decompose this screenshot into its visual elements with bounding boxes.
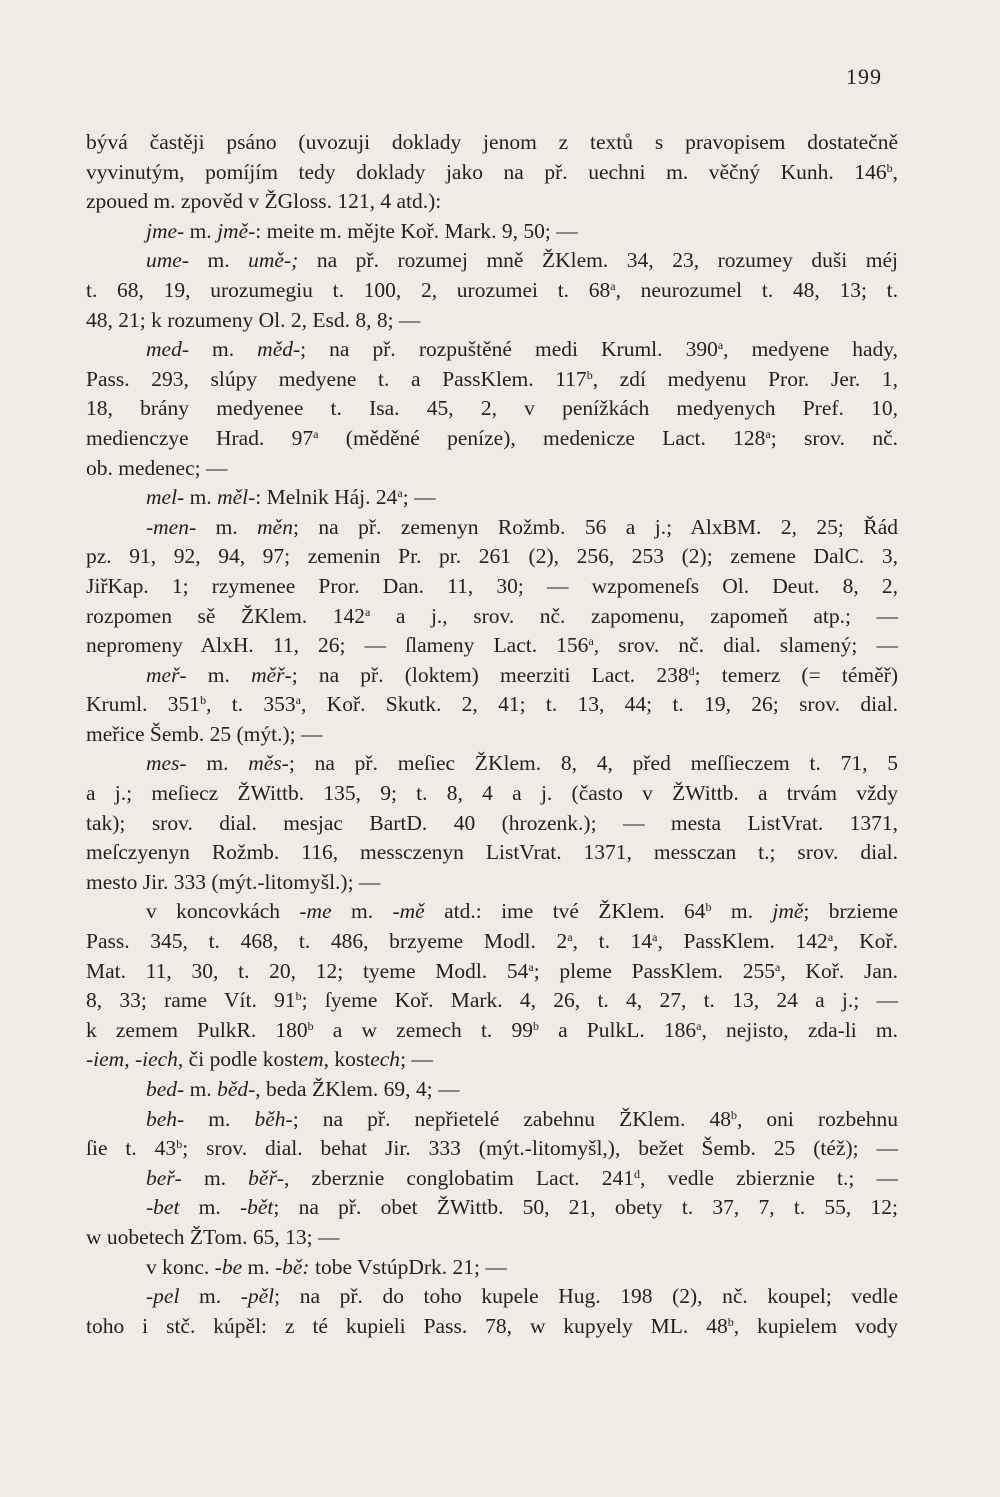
text-line: beh- m. běh-; na př. nepřietelé zabehnu ŽKlem. 48$^b$, oni rozbehnu xyxy=(146,1106,898,1131)
text-line: rozpomen sě ŽKlem. 142$^a$ a j., srov. nč. zapomenu, zapomeň atp.; — xyxy=(86,603,898,628)
text-line: 18, brány medyenee t. Isa. 45, 2, v penížkách medyenych Pref. 10, xyxy=(86,396,898,421)
text-line: -bet m. -bět; na př. obet ŽWittb. 50, 21, obety t. 37, 7, t. 55, 12; xyxy=(146,1195,898,1220)
text-line: vyvinutým, pomíjím tedy doklady jako na př. uechni m. věčný Kunh. 146$^b$, xyxy=(86,159,898,184)
text-line: Mat. 11, 30, t. 20, 12; tyeme Modl. 54$^a$; pleme PassKlem. 255$^a$, Koř. Jan. xyxy=(86,958,898,983)
text-line: ume- m. umě-; na př. rozumej mně ŽKlem. 34, 23, rozumey duši méj xyxy=(146,248,898,273)
text-line: medienczye Hrad. 97$^a$ (měděné peníze), medenicze Lact. 128$^a$; srov. nč. xyxy=(86,425,899,450)
text-line: v koncovkách -me m. -mě atd.: ime tvé ŽKlem. 64$^b$ m. jmě; brzieme xyxy=(146,899,898,924)
text-line: mes- m. měs-; na př. meſiec ŽKlem. 8, 4, před meſſieczem t. 71, 5 xyxy=(146,751,898,776)
text-line: tak); srov. dial. mesjac BartD. 40 (hrozenk.); — mesta ListVrat. 1371, xyxy=(86,810,898,835)
text-line: meſczyenyn Rožmb. 116, messczenyn ListVrat. 1371, messczan t.; srov. dial. xyxy=(86,840,898,865)
text-line: Kruml. 351$^b$, t. 353$^a$, Koř. Skutk. 2, 41; t. 13, 44; t. 19, 26; srov. dial. xyxy=(86,692,898,717)
text-line: a j.; meſiecz ŽWittb. 135, 9; t. 8, 4 a j. (často v ŽWittb. a trvám vždy xyxy=(86,781,898,806)
text-line: beř- m. běř-, zberznie conglobatim Lact. 241$^d$, vedle zbierznie t.; — xyxy=(146,1165,898,1190)
text-line: Pass. 293, slúpy medyene t. a PassKlem. 117$^b$, zdí medyenu Pror. Jer. 1, xyxy=(86,366,898,391)
page-number: 199 xyxy=(846,64,882,89)
text-line: k zemem PulkR. 180$^b$ a w zemech t. 99$^b$ a PulkL. 186$^a$, nejisto, zda-li m. xyxy=(86,1017,899,1042)
text-line: pz. 91, 92, 94, 97; zemenin Pr. pr. 261 (2), 256, 253 (2); zemene DalC. 3, xyxy=(86,544,898,569)
text-line: nepromeny AlxH. 11, 26; — ſlameny Lact. 156$^a$, srov. nč. dial. slamený; — xyxy=(86,633,898,658)
text-line: t. 68, 19, urozumegiu t. 100, 2, urozumei t. 68$^a$, neurozumel t. 48, 13; t. xyxy=(86,277,898,302)
text-line: ob. medenec; — xyxy=(86,455,228,480)
text-line: w uobetech ŽTom. 65, 13; — xyxy=(86,1224,340,1249)
text-line: ſie t. 43$^b$; srov. dial. behat Jir. 333 (mýt.-litomyšl,), bežet Šemb. 25 (též); — xyxy=(86,1136,898,1161)
text-line: zpoued m. zpověd v ŽGloss. 121, 4 atd.): xyxy=(86,189,442,214)
text-line: jme- m. jmě-: meite m. mějte Koř. Mark. 9, 50; — xyxy=(146,218,578,243)
text-line: v konc. -be m. -bě: tobe VstúpDrk. 21; — xyxy=(146,1254,507,1279)
text-line: toho i stč. kúpěl: z té kupieli Pass. 78, w kupyely ML. 48$^b$, kupielem vody xyxy=(86,1313,898,1338)
text-line: 8, 33; rame Vít. 91$^b$; ſyeme Koř. Mark. 4, 26, t. 4, 27, t. 13, 24 a j.; — xyxy=(86,988,898,1013)
text-line: JiřKap. 1; rzymenee Pror. Dan. 11, 30; — wzpomeneſs Ol. Deut. 8, 2, xyxy=(86,573,898,598)
text-line: bývá častěji psáno (uvozuji doklady jenom z textů s pravopisem dostatečně xyxy=(86,130,898,154)
body-text xyxy=(86,128,898,1341)
text-line: mesto Jir. 333 (mýt.-litomyšl.); — xyxy=(86,869,381,894)
text-line: meř- m. měř-; na př. (loktem) meerziti Lact. 238$^d$; temerz (= téměř) xyxy=(146,662,898,687)
text-line: -pel m. -pěl; na př. do toho kupele Hug. 198 (2), nč. koupel; vedle xyxy=(146,1284,898,1309)
text-line: 48, 21; k rozumeny Ol. 2, Esd. 8, 8; — xyxy=(86,307,421,332)
text-line: med- m. měd-; na př. rozpuštěné medi Kruml. 390$^a$, medyene hady, xyxy=(146,337,898,362)
text-line: bed- m. běd-, beda ŽKlem. 69, 4; — xyxy=(146,1077,460,1101)
text-line: mel- m. měl-: Melnik Háj. 24$^a$; — xyxy=(146,485,436,510)
text-line: meřice Šemb. 25 (mýt.); — xyxy=(86,721,323,746)
text-line: -men- m. měn; na př. zemenyn Rožmb. 56 a j.; AlxBM. 2, 25; Řád xyxy=(146,514,898,539)
text-line: -iem, -iech, či podle kostem, kostech; — xyxy=(86,1047,433,1072)
text-line: Pass. 345, t. 468, t. 486, brzyeme Modl. 2$^a$, t. 14$^a$, PassKlem. 142$^a$, Koř. xyxy=(86,929,898,954)
